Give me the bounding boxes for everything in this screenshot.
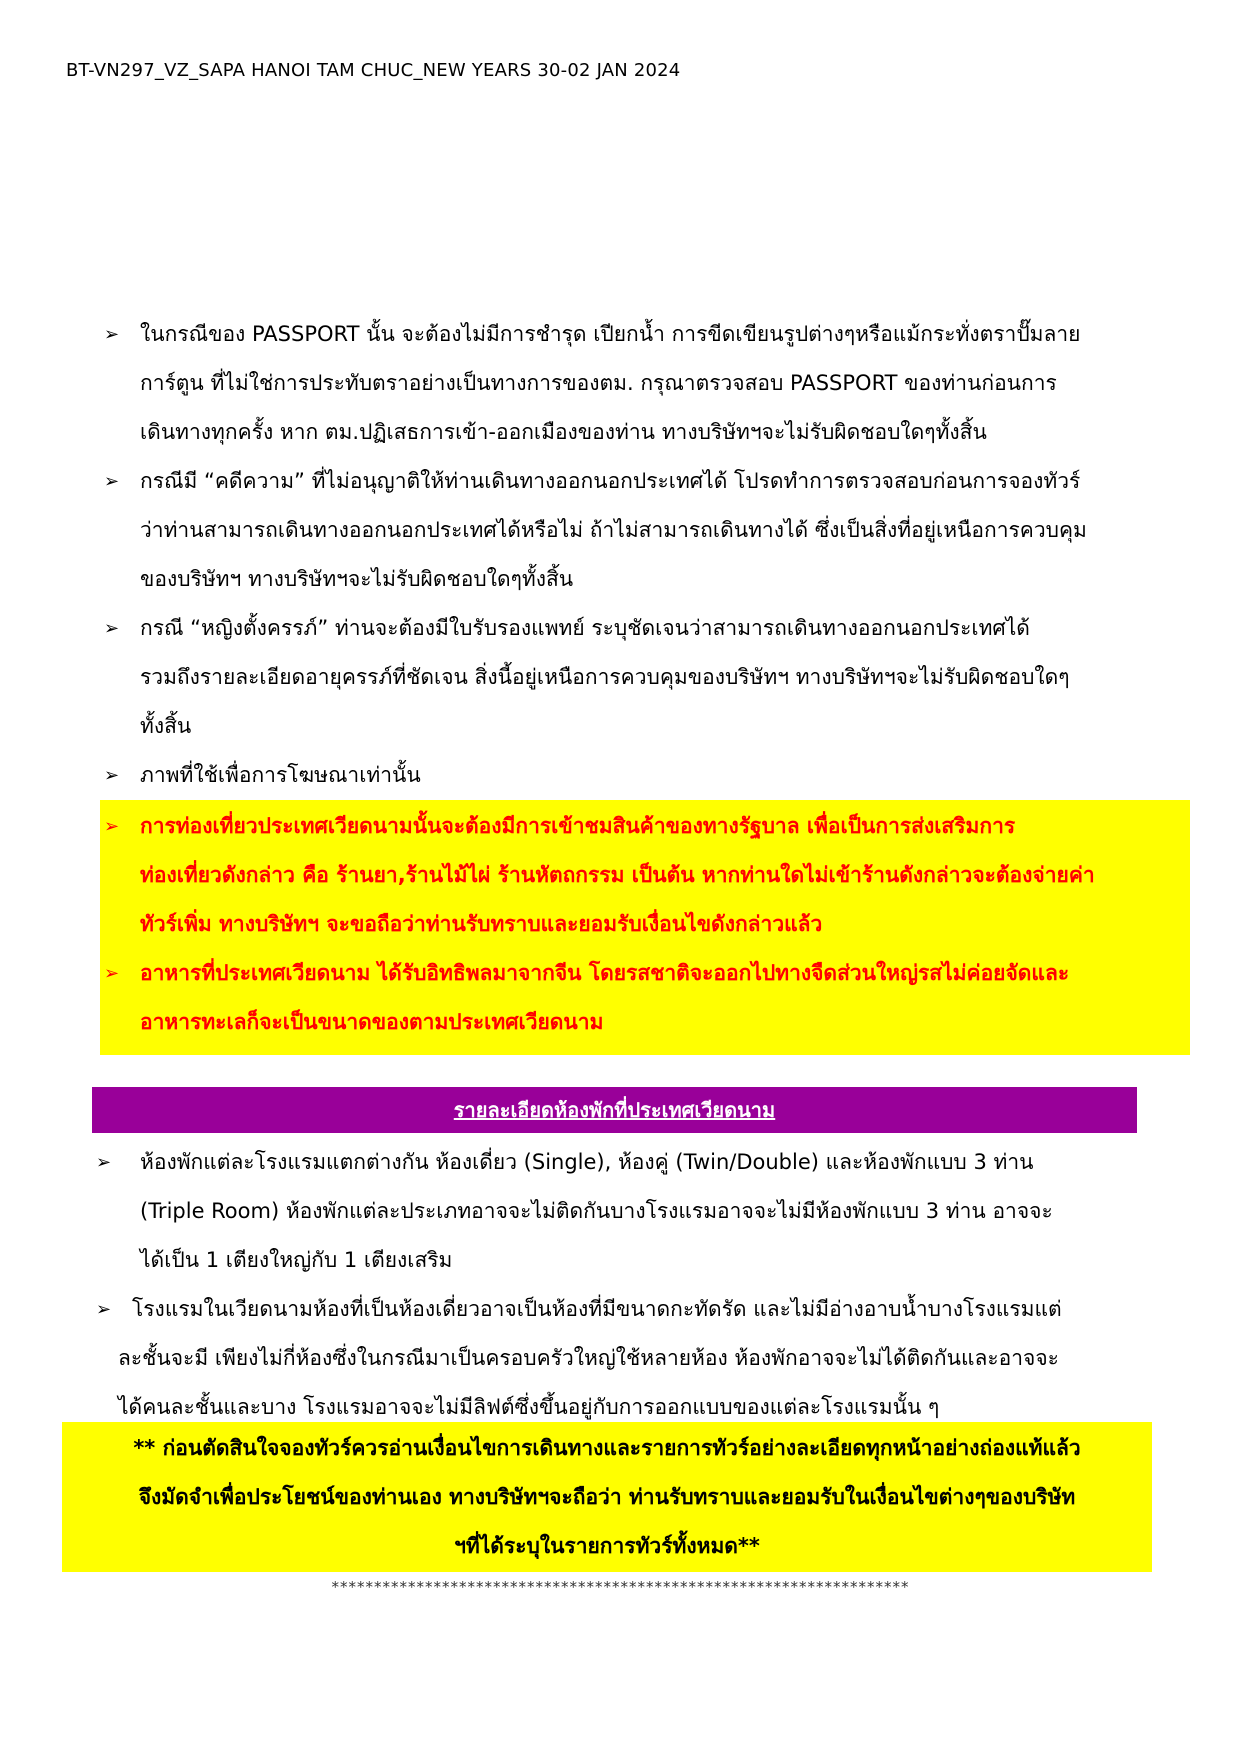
list-item-line: ภาพที่ใช้เพื่อการโฆษณาเท่านั้น bbox=[140, 763, 421, 787]
disclaimer-line: ** ก่อนตัดสินใจจองทัวร์ควรอ่านเงื่อนไขการเดินทางและรายการทัวร์อย่างละเอียดทุกหน้าอย่างถ่องแท้แล้ว bbox=[133, 1436, 1081, 1460]
list-item-line: ในกรณีของ PASSPORT นั้น จะต้องไม่มีการชำรุด เปียกน้ำ การขีดเขียนรูปต่างๆหรือแม้กระทั่งตราปั๊มลาย bbox=[140, 322, 1081, 346]
list-item-line: ทั้งสิ้น bbox=[140, 714, 192, 738]
list-item-line: รวมถึงรายละเอียดอายุครรภ์ที่ชัดเจน สิ่งนี้อยู่เหนือการควบคุมของบริษัทฯ ทางบริษัทฯจะไม่รับผิดชอบใดๆ bbox=[140, 665, 1070, 689]
room-section-title: รายละเอียดห้องพักที่ประเทศเวียดนาม bbox=[92, 1087, 1137, 1133]
list-item-line: ว่าท่านสามารถเดินทางออกนอกประเทศได้หรือไม่ ถ้าไม่สามารถเดินทางได้ ซึ่งเป็นสิ่งที่อยู่เหนือการควบคุม bbox=[140, 518, 1087, 542]
arrow-bullet-icon: ➢ bbox=[104, 324, 120, 345]
list-item bbox=[92, 1285, 1172, 1432]
list-item-line: กรณีมี “คดีความ” ที่ไม่อนุญาติให้ท่านเดินทางออกนอกประเทศได้ โปรดทำการตรวจสอบก่อนการจองทัวร์ bbox=[140, 469, 1081, 493]
disclaimer-line: ฯที่ได้ระบุในรายการทัวร์ทั้งหมด** bbox=[454, 1534, 760, 1558]
list-item bbox=[100, 457, 1190, 604]
list-item bbox=[100, 751, 1190, 800]
list-item bbox=[100, 604, 1190, 751]
list-item bbox=[100, 802, 1190, 949]
arrow-bullet-icon: ➢ bbox=[96, 1152, 112, 1173]
list-item bbox=[100, 949, 1190, 1047]
document-code-header: BT-VN297_VZ_SAPA HANOI TAM CHUC_NEW YEARS 30-02 JAN 2024 bbox=[66, 60, 681, 81]
footer-divider: ******************************************************************** bbox=[331, 1578, 910, 1596]
list-item-line: ท่องเที่ยวดังกล่าว คือ ร้านยา,ร้านไม้ไผ่ ร้านหัตถกรรม เป็นต้น หากท่านใดไม่เข้าร้านดังกล่าวจะต้องจ่ายค่า bbox=[140, 863, 1095, 887]
list-item-line: ได้คนละชั้นและบาง โรงแรมอาจจะไม่มีลิฟต์ซึ่งขึ้นอยู่กับการออกแบบของแต่ละโรงแรมนั้น ๆ bbox=[118, 1395, 940, 1419]
arrow-bullet-icon: ➢ bbox=[104, 765, 120, 786]
list-item-line: ทัวร์เพิ่ม ทางบริษัทฯ จะขอถือว่าท่านรับทราบและยอมรับเงื่อนไขดังกล่าวแล้ว bbox=[140, 912, 823, 936]
list-item-line: อาหารที่ประเทศเวียดนาม ได้รับอิทธิพลมาจากจีน โดยรสชาติจะออกไปทางจืดส่วนใหญ่รสไม่ค่อยจัดและ bbox=[140, 961, 1070, 985]
final-disclaimer bbox=[62, 1422, 1152, 1572]
highlighted-notice bbox=[100, 800, 1190, 1055]
list-item-line: การ์ตูน ที่ไม่ใช่การประทับตราอย่างเป็นทางการของตม. กรุณาตรวจสอบ PASSPORT ของท่านก่อนการ bbox=[140, 371, 1057, 395]
list-item bbox=[92, 1138, 1172, 1285]
list-item-line: ห้องพักแต่ละโรงแรมแตกต่างกัน ห้องเดี่ยว (Single), ห้องคู่ (Twin/Double) และห้องพักแบบ 3 ท่าน bbox=[140, 1150, 1034, 1174]
list-item-line: อาหารทะเลก็จะเป็นขนาดของตามประเทศเวียดนาม bbox=[140, 1010, 604, 1034]
list-item-line: ได้เป็น 1 เตียงใหญ่กับ 1 เตียงเสริม bbox=[140, 1248, 453, 1272]
list-item-line: เดินทางทุกครั้ง หาก ตม.ปฏิเสธการเข้า-ออกเมืองของท่าน ทางบริษัทฯจะไม่รับผิดชอบใดๆทั้งสิ้น bbox=[140, 420, 987, 444]
conditions-section bbox=[100, 310, 1190, 1055]
room-details-section bbox=[92, 1138, 1172, 1432]
arrow-bullet-icon: ➢ bbox=[96, 1299, 112, 1320]
arrow-bullet-icon: ➢ bbox=[104, 618, 120, 639]
list-item-line: ของบริษัทฯ ทางบริษัทฯจะไม่รับผิดชอบใดๆทั้งสิ้น bbox=[140, 567, 574, 591]
list-item-line: โรงแรมในเวียดนามห้องที่เป็นห้องเดี่ยวอาจเป็นห้องที่มีขนาดกะทัดรัด และไม่มีอ่างอาบน้ำบางโรงแรมแต่ bbox=[132, 1297, 1062, 1321]
arrow-bullet-icon: ➢ bbox=[104, 963, 120, 984]
list-item-line: การท่องเที่ยวประเทศเวียดนามนั้นจะต้องมีการเข้าชมสินค้าของทางรัฐบาล เพื่อเป็นการส่งเสริมการ bbox=[140, 814, 1016, 838]
list-item-line: (Triple Room) ห้องพักแต่ละประเภทอาจจะไม่ติดกันบางโรงแรมอาจจะไม่มีห้องพักแบบ 3 ท่าน อาจจะ bbox=[140, 1199, 1053, 1223]
list-item bbox=[100, 310, 1190, 457]
disclaimer-line: จึงมัดจำเพื่อประโยชน์ของท่านเอง ทางบริษัทฯจะถือว่า ท่านรับทราบและยอมรับในเงื่อนไขต่างๆของบริษัท bbox=[138, 1485, 1076, 1509]
arrow-bullet-icon: ➢ bbox=[104, 471, 120, 492]
list-item-line: กรณี “หญิงตั้งครรภ์” ท่านจะต้องมีใบรับรองแพทย์ ระบุชัดเจนว่าสามารถเดินทางออกนอกประเทศได้ bbox=[140, 616, 1030, 640]
arrow-bullet-icon: ➢ bbox=[104, 816, 120, 837]
list-item-line: ละชั้นจะมี เพียงไม่กี่ห้องซึ่งในกรณีมาเป็นครอบครัวใหญ่ใช้หลายห้อง ห้องพักอาจจะไม่ได้ติดกันและอาจจะ bbox=[118, 1346, 1059, 1370]
